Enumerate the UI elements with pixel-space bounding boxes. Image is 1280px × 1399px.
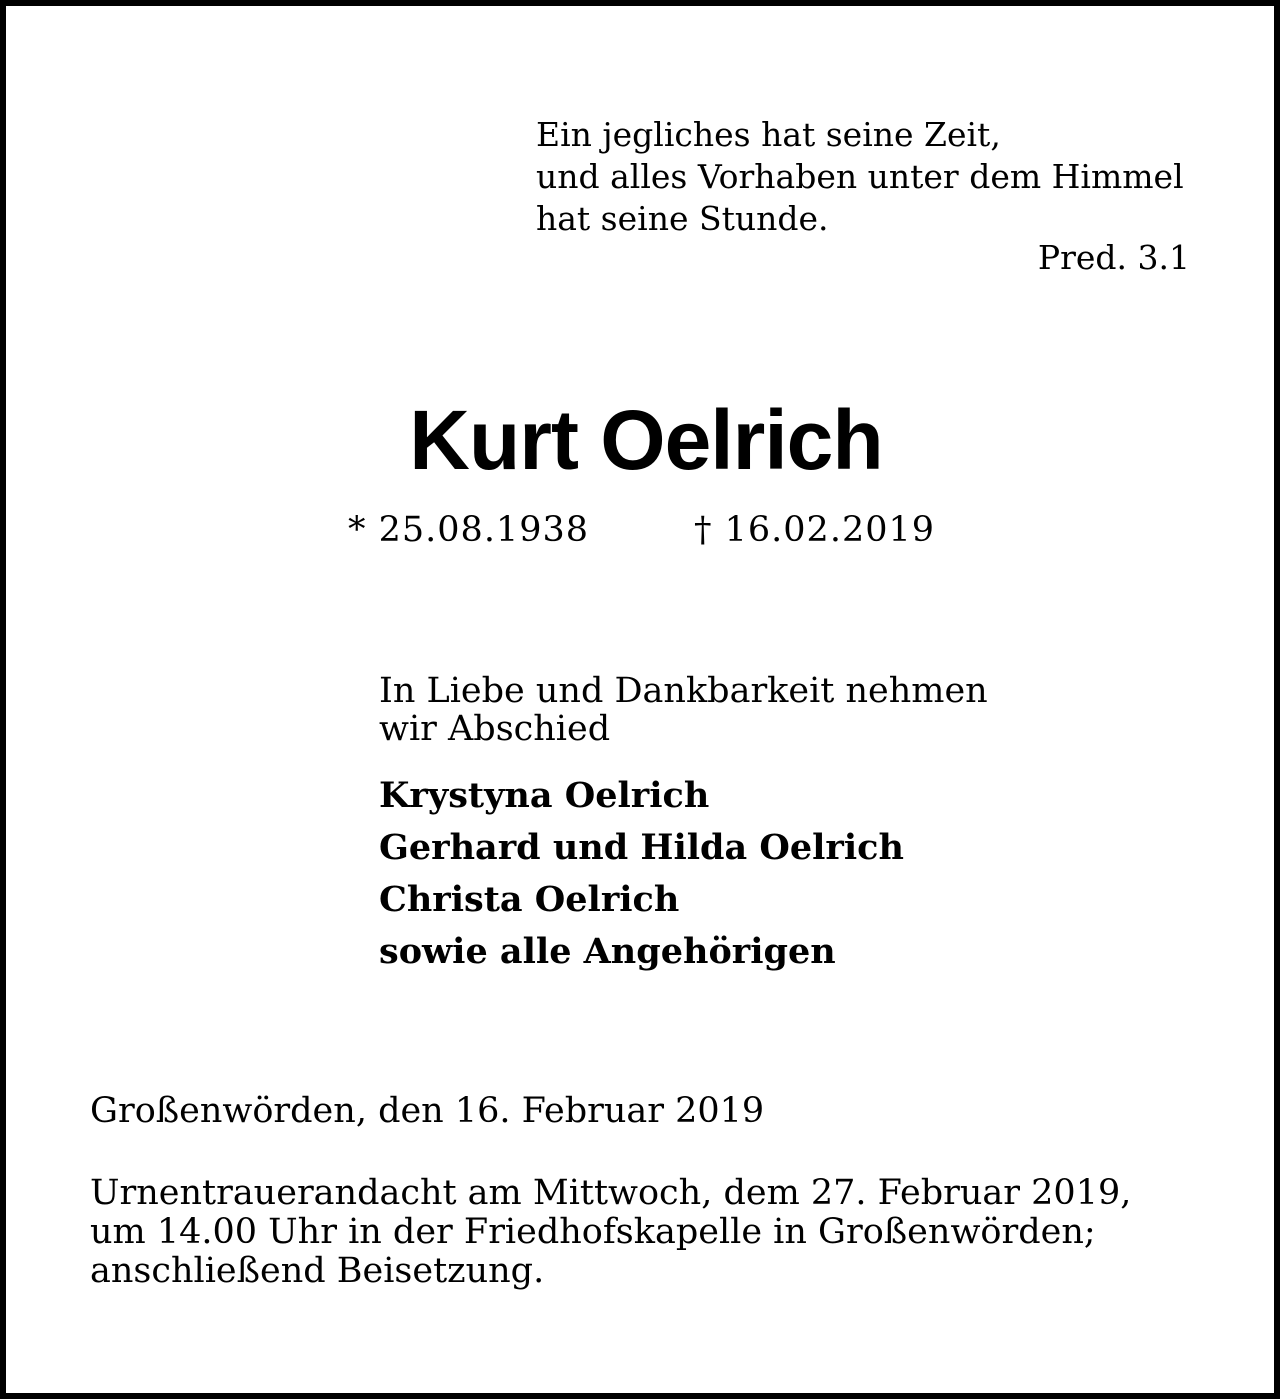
verse-line: Ein jegliches hat seine Zeit, [536,115,1001,154]
death-date: † 16.02.2019 [694,510,936,550]
verse-line: hat seine Stunde. [536,199,829,238]
farewell-line: wir Abschied [379,709,611,749]
deceased-name: Kurt Oelrich [409,393,883,487]
service-line: Urnentrauerandacht am Mittwoch, dem 27. Februar 2019, [90,1173,1132,1213]
mourner-name: Gerhard und Hilda Oelrich [379,827,904,868]
verse-reference: Pred. 3.1 [1037,238,1190,277]
service-line: anschließend Beisetzung. [90,1251,545,1291]
verse-line: und alles Vorhaben unter dem Himmel [536,157,1184,196]
service-line: um 14.00 Uhr in der Friedhofskapelle in Großenwörden; [90,1212,1096,1252]
farewell-text [379,672,988,748]
bible-verse [536,114,1206,240]
mourner-name: Christa Oelrich [379,879,680,920]
mourner-name: Krystyna Oelrich [379,775,710,816]
birth-date: * 25.08.1938 [348,510,590,550]
mourner-name: sowie alle Angehörigen [379,931,836,972]
funeral-service-info [90,1174,1131,1291]
farewell-line: In Liebe und Dankbarkeit nehmen [379,671,988,711]
place-and-date: Großenwörden, den 16. Februar 2019 [90,1091,765,1131]
mourners-list [379,770,904,978]
